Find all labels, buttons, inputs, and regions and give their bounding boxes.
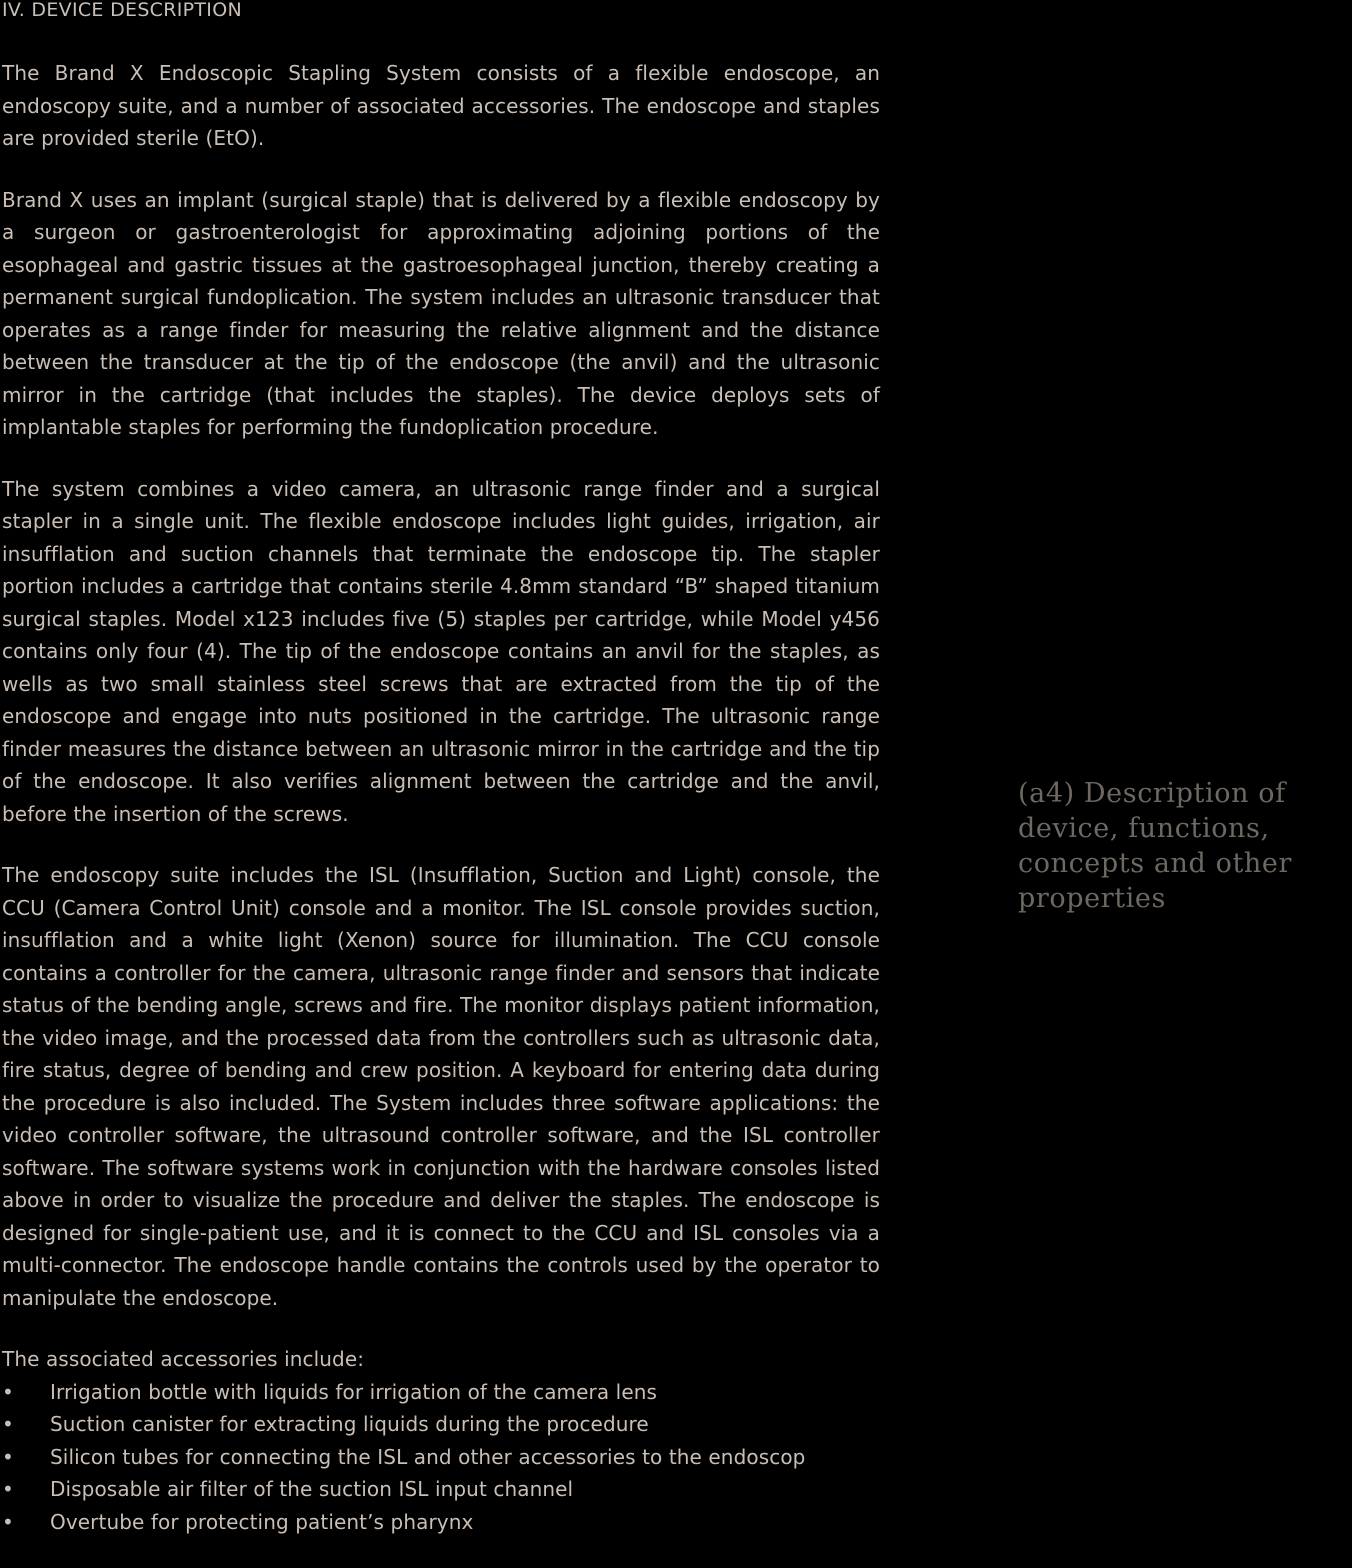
accessories-list — [2, 1376, 880, 1539]
section-heading: IV. DEVICE DESCRIPTION — [2, 0, 242, 21]
list-item-text: Overtube for protecting patient’s pharynx — [50, 1509, 474, 1534]
bullet-icon: • — [2, 1379, 14, 1404]
bullet-icon: • — [2, 1477, 14, 1501]
list-item-text: Suction canister for extracting liquids during the procedure — [50, 1412, 649, 1436]
bullet-icon: • — [2, 1509, 14, 1534]
list-item — [2, 1473, 880, 1506]
bullet-icon: • — [2, 1412, 14, 1436]
list-item-text: Disposable air filter of the suction ISL input channel — [50, 1477, 574, 1501]
paragraph-overview: The Brand X Endoscopic Stapling System consists of a flexible endoscope, an endoscopy suite, and a number of associated accessories. The endoscope and staples are provided sterile (EtO). — [2, 61, 880, 150]
paragraph-implant: Brand X uses an implant (surgical staple) that is delivered by a flexible endoscopy by a surgeon or gastroenterologist for approximating adjoining portions of the esophageal and gastric tissues at the gastroesophageal junction, thereby creating a permanent surgical fundoplication. The system includes an ultrasonic transducer that operates as a range finder for measuring the relative alignment and the distance between the transducer at the tip of the endoscope (the anvil) and the ultrasonic mirror in the cartridge (that includes the staples). The device deploys sets of implantable staples for performing the fundoplication procedure. — [2, 187, 880, 439]
paragraph-endoscopy-suite: The endoscopy suite includes the ISL (Insufflation, Suction and Light) console, the CCU (Camera Control Unit) console and a monitor. The ISL console provides suction, insufflation and a white light (Xenon) source for illumination. The CCU console contains a controller for the camera, ultrasonic range finder and sensors that indicate status of the bending angle, screws and fire. The monitor displays patient information, the video image, and the processed data from the controllers such as ultrasonic data, fire status, degree of bending and crew position. A keyboard for entering data during the procedure is also included. The System includes three software applications: the video controller software, the ultrasound controller software, and the ISL controller software. The software systems work in conjunction with the hardware consoles listed above in order to visualize the procedure and deliver the staples. The endoscope is designed for single-patient use, and it is connect to the CCU and ISL consoles via a multi-connector. The endoscope handle contains the controls used by the operator to manipulate the endoscope. — [2, 863, 880, 1310]
document-body — [2, 0, 880, 1538]
bullet-icon: • — [2, 1444, 14, 1469]
list-item — [2, 1408, 880, 1441]
list-item — [2, 1441, 880, 1474]
list-item-text: Silicon tubes for connecting the ISL and other accessories to the endoscop — [50, 1444, 806, 1469]
list-item-text: Irrigation bottle with liquids for irrigation of the camera lens — [50, 1379, 658, 1404]
list-item — [2, 1376, 880, 1409]
list-item — [2, 1506, 880, 1539]
paragraph-system: The system combines a video camera, an ultrasonic range finder and a surgical stapler in a single unit. The flexible endoscope includes light guides, irrigation, air insufflation and suction channels that terminate the endoscope tip. The stapler portion includes a cartridge that contains sterile 4.8mm standard “B” shaped titanium surgical staples. Model x123 includes five (5) staples per cartridge, while Model y456 contains only four (4). The tip of the endoscope contains an anvil for the staples, as wells as two small stainless steel screws that are extracted from the tip of the endoscope and engage into nuts positioned in the cartridge. The ultrasonic range finder measures the distance between an ultrasonic mirror in the cartridge and the tip of the endoscope. It also verifies alignment between the cartridge and the anvil, before the insertion of the screws. — [2, 476, 880, 826]
margin-annotation: (a4) Description of device, functions, concepts and other properties — [1018, 778, 1292, 914]
accessories-section — [2, 1343, 880, 1538]
accessories-intro: The associated accessories include: — [2, 1347, 365, 1371]
